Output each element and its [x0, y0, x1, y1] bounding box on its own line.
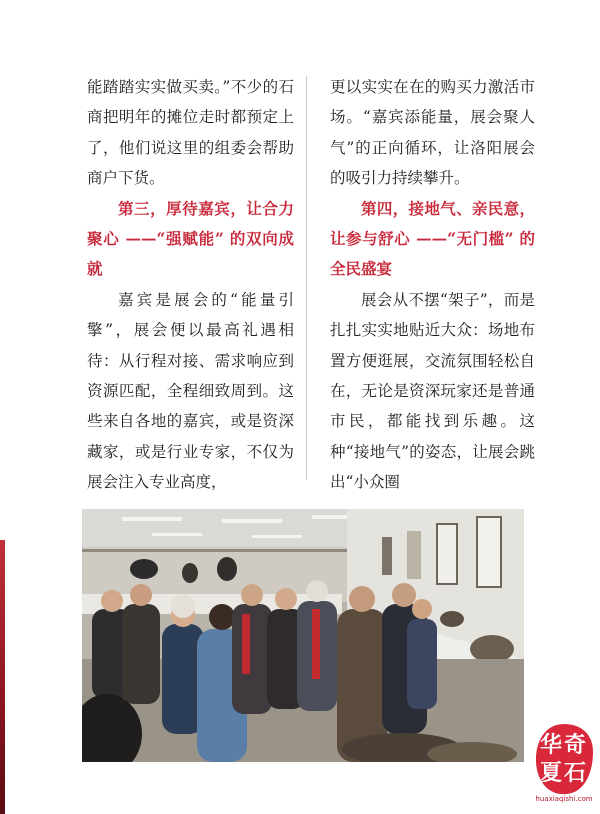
right-text-column — [330, 72, 535, 498]
exhibition-hall-photo — [82, 509, 524, 762]
left-paragraph-1: 能踏踏实实做买卖。”不少的石商把明年的摊位走时都预定上了，他们说这里的组委会帮助商户下货。 — [87, 78, 294, 188]
logo-text-line-2: 夏石 — [539, 760, 588, 786]
huaxia-qishi-logo — [533, 722, 595, 808]
page-edge-stripe — [0, 540, 5, 814]
left-paragraph-2: 嘉宾是展会的“能量引擎”，展会便以最高礼遇相待：从行程对接、需求响应到资源匹配，全程细致周到。这些来自各地的嘉宾，或是资深藏家，或是行业专家，不仅为展会注入专业高度， — [87, 290, 294, 492]
column-divider — [306, 76, 307, 480]
photo-illustration — [82, 509, 524, 762]
logo-url: huaxiaqishi.com — [535, 795, 593, 803]
right-paragraph-1: 更以实实在在的购买力激活市场。“嘉宾添能量，展会聚人气”的正向循环，让洛阳展会的吸引力持续攀升。 — [330, 78, 535, 188]
section-heading-four: 第四，接地气、亲民意，让参与舒心 ——“无门槛” 的全民盛宴 — [330, 198, 535, 279]
logo-text-line-1: 华奇 — [539, 732, 588, 758]
left-text-column — [87, 72, 294, 498]
right-paragraph-2: 展会从不摆“架子”，而是扎扎实实地贴近大众：场地布置方便逛展，交流氛围轻松自在，无论是资深玩家还是普通市民，都能找到乐趣。这种“接地气”的姿态，让展会跳出“小众圈 — [330, 290, 535, 492]
section-heading-three: 第三，厚待嘉宾，让合力聚心 ——“强赋能” 的双向成就 — [87, 198, 294, 279]
